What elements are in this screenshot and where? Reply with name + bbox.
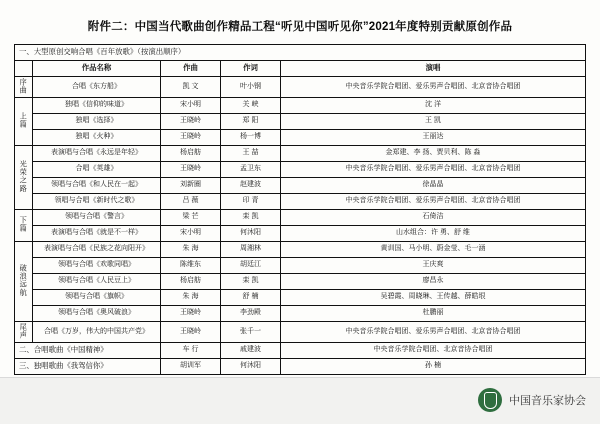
table-row — [15, 97, 586, 113]
header-performer: 演唱 — [281, 61, 586, 77]
work-performer: 吴碧霞、周晓琳、王传越、薛皓垠 — [281, 289, 586, 305]
work-composer: 杨启舫 — [161, 273, 221, 289]
group-label-shangpian: 上篇 — [15, 97, 33, 145]
work-composer: 梁 芒 — [161, 209, 221, 225]
table-row — [15, 193, 586, 209]
work-lyricist: 叶小钢 — [221, 77, 281, 98]
work-lyricist: 周湘林 — [221, 241, 281, 257]
table-row — [15, 161, 586, 177]
section-3-composer: 胡训军 — [161, 358, 221, 374]
table-row — [15, 321, 586, 342]
work-performer: 徐晶晶 — [281, 177, 586, 193]
work-name: 领唱与合唱《警言》 — [33, 209, 161, 225]
work-lyricist: 何沐阳 — [221, 225, 281, 241]
table-section-row — [15, 358, 586, 374]
header-name: 作品名称 — [33, 61, 161, 77]
work-name: 表演唱与合唱《就是不一样》 — [33, 225, 161, 241]
table-section-row — [15, 342, 586, 358]
work-performer: 黄训国、马小明、蔚金莹、毛一涵 — [281, 241, 586, 257]
section-1-label: 一、大型原创交响合唱《百年放歌》（按演出顺序） — [15, 45, 586, 61]
table-row — [15, 225, 586, 241]
section-2-performer: 中央音乐学院合唱团、北京音协合唱团 — [281, 342, 586, 358]
work-lyricist: 舒 楠 — [221, 289, 281, 305]
work-composer: 陈维东 — [161, 257, 221, 273]
section-3-performer: 孙 楠 — [281, 358, 586, 374]
section-2-label: 二、合唱歌曲《中国精神》 — [15, 342, 161, 358]
work-lyricist: 胡廷江 — [221, 257, 281, 273]
work-composer: 王晓岭 — [161, 161, 221, 177]
work-performer: 廖昌永 — [281, 273, 586, 289]
work-name: 独唱《选择》 — [33, 113, 161, 129]
work-name: 领唱与合唱《旗帜》 — [33, 289, 161, 305]
footer-bar — [0, 377, 600, 424]
brand-name: 中国音乐家协会 — [509, 395, 586, 407]
work-composer: 杨启舫 — [161, 145, 221, 161]
work-performer: 金郑建、李 扬、贾贝利、陈 淼 — [281, 145, 586, 161]
work-lyricist: 栾 凯 — [221, 209, 281, 225]
brand-block — [478, 388, 586, 412]
work-name: 领唱与合唱《奥风破浪》 — [33, 305, 161, 321]
table-row — [15, 177, 586, 193]
section-2-lyricist: 戚建波 — [221, 342, 281, 358]
work-lyricist: 栾 凯 — [221, 273, 281, 289]
table-row — [15, 77, 586, 98]
work-lyricist: 张千一 — [221, 321, 281, 342]
work-composer: 王晓岭 — [161, 305, 221, 321]
work-composer: 王晓岭 — [161, 113, 221, 129]
table-row — [15, 257, 586, 273]
table-row — [15, 289, 586, 305]
work-performer: 杜鹏丽 — [281, 305, 586, 321]
work-composer: 朱 海 — [161, 289, 221, 305]
work-lyricist: 郑 阳 — [221, 113, 281, 129]
work-name: 合唱《万岁，伟大的中国共产党》 — [33, 321, 161, 342]
work-lyricist: 关 峡 — [221, 97, 281, 113]
work-name: 合唱《东方船》 — [33, 77, 161, 98]
work-composer: 凯 文 — [161, 77, 221, 98]
work-performer: 中央音乐学院合唱团、爱乐男声合唱团、北京音协合唱团 — [281, 321, 586, 342]
work-name: 独唱《信仰的味道》 — [33, 97, 161, 113]
group-label-xiapian: 下篇 — [15, 209, 33, 241]
music-association-logo-icon — [478, 388, 502, 412]
work-lyricist: 印 青 — [221, 193, 281, 209]
header-composer: 作曲 — [161, 61, 221, 77]
table-header-row — [15, 61, 586, 77]
works-table — [14, 44, 586, 375]
table-row — [15, 241, 586, 257]
work-performer: 王 凯 — [281, 113, 586, 129]
table-row — [15, 145, 586, 161]
group-label-xuqu: 序曲 — [15, 77, 33, 98]
table-row — [15, 209, 586, 225]
page-title: 附件二：中国当代歌曲创作精品工程“听见中国听见你”2021年度特别贡献原创作品 — [87, 21, 513, 33]
works-table-container — [14, 44, 586, 375]
work-performer: 石倚洁 — [281, 209, 586, 225]
group-label-guangrongzhilu: 光荣之路 — [15, 145, 33, 209]
work-name: 表演唱与合唱《永远是年轻》 — [33, 145, 161, 161]
work-performer: 王丽达 — [281, 129, 586, 145]
work-composer: 王晓岭 — [161, 129, 221, 145]
work-lyricist: 王 喆 — [221, 145, 281, 161]
header-lyricist: 作词 — [221, 61, 281, 77]
work-name: 表演唱与合唱《民族之花向阳开》 — [33, 241, 161, 257]
group-label-polangyuanhang: 破浪远航 — [15, 241, 33, 321]
work-composer: 朱 海 — [161, 241, 221, 257]
work-name: 领唱与合唱《新时代之歌》 — [33, 193, 161, 209]
work-composer: 刘新圈 — [161, 177, 221, 193]
table-row — [15, 305, 586, 321]
work-composer: 宋小明 — [161, 97, 221, 113]
work-name: 领唱与合唱《人民豆上》 — [33, 273, 161, 289]
work-name: 领唱与合唱《欢歌同唱》 — [33, 257, 161, 273]
work-performer: 中央音乐学院合唱团、爱乐男声合唱团、北京音协合唱团 — [281, 193, 586, 209]
header-spacer — [15, 61, 33, 77]
work-name: 合唱《英雄》 — [33, 161, 161, 177]
work-performer: 王庆爽 — [281, 257, 586, 273]
work-performer: 山水组合：许 勇、舒 维 — [281, 225, 586, 241]
work-lyricist: 孟卫东 — [221, 161, 281, 177]
section-2-composer: 车 行 — [161, 342, 221, 358]
work-name: 领唱与合唱《和人民在一起》 — [33, 177, 161, 193]
work-performer: 中央音乐学院合唱团、爱乐男声合唱团、北京音协合唱团 — [281, 77, 586, 98]
work-lyricist: 赵建波 — [221, 177, 281, 193]
table-row — [15, 129, 586, 145]
work-composer: 王晓岭 — [161, 321, 221, 342]
section-3-lyricist: 何沐阳 — [221, 358, 281, 374]
work-composer: 宋小明 — [161, 225, 221, 241]
work-name: 独唱《火种》 — [33, 129, 161, 145]
group-label-weisheng: 尾声 — [15, 321, 33, 342]
work-performer: 中央音乐学院合唱团、爱乐男声合唱团、北京音协合唱团 — [281, 161, 586, 177]
work-composer: 吕 薇 — [161, 193, 221, 209]
work-lyricist: 杨一博 — [221, 129, 281, 145]
table-row — [15, 113, 586, 129]
work-performer: 沈 洋 — [281, 97, 586, 113]
section-3-label: 三、独唱歌曲《我驾信你》 — [15, 358, 161, 374]
table-row — [15, 273, 586, 289]
table-section-row — [15, 45, 586, 61]
work-lyricist: 李劲殿 — [221, 305, 281, 321]
